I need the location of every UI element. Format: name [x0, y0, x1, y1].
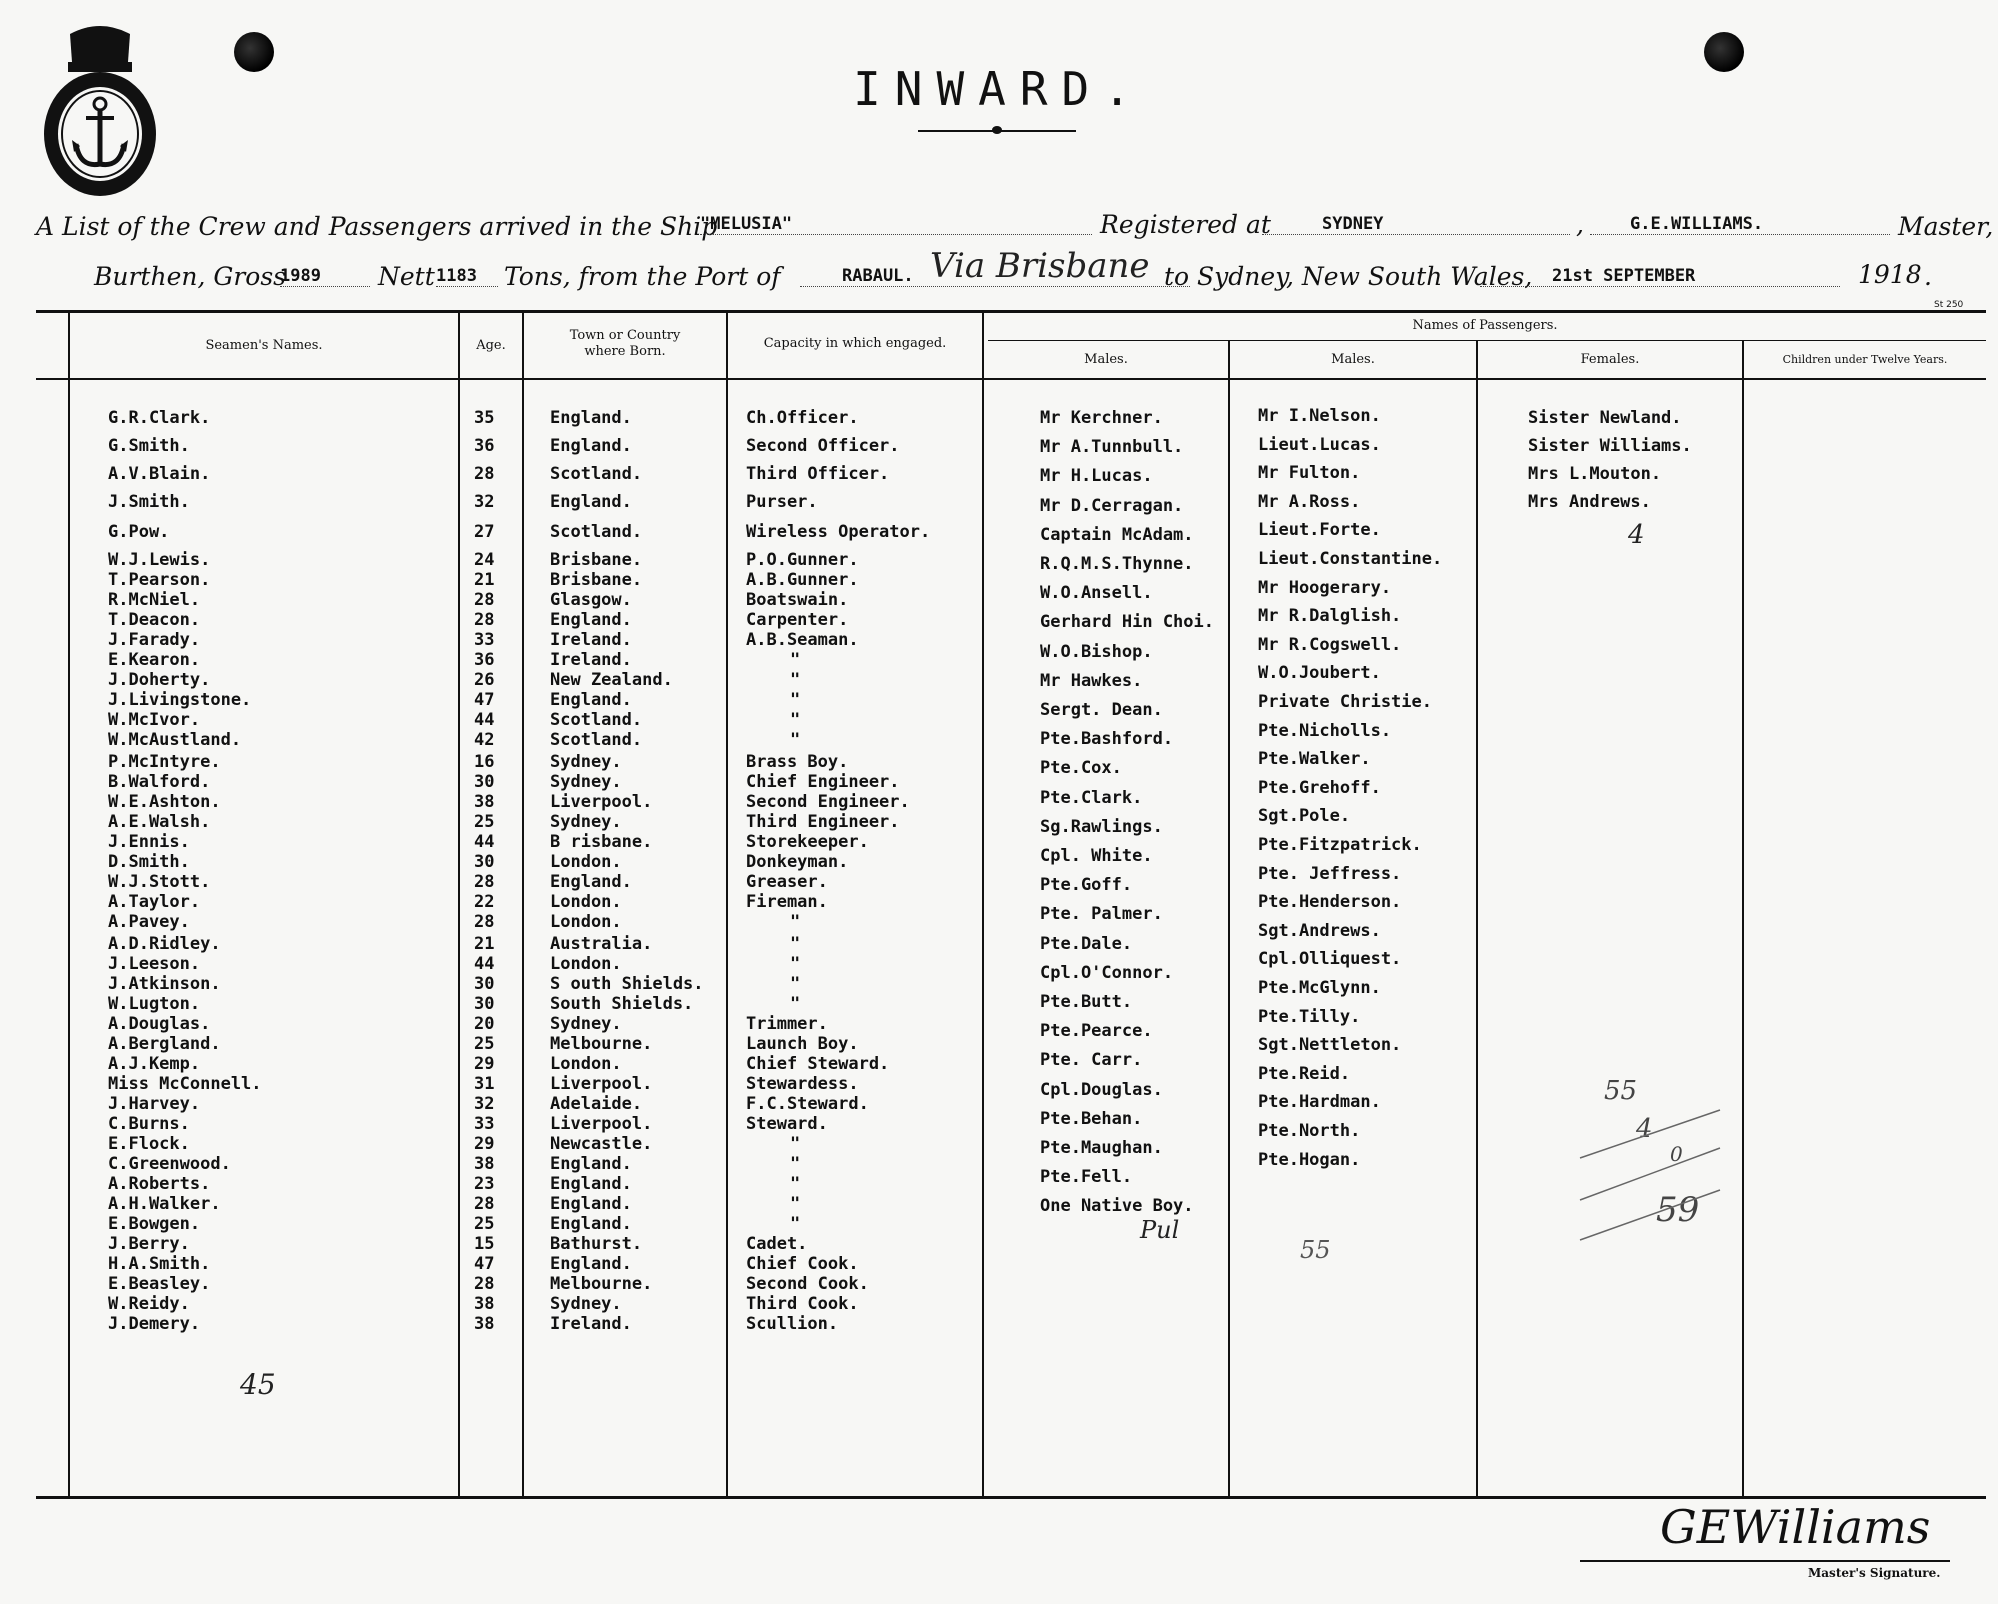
- crew-age: 23: [474, 1174, 495, 1194]
- crew-birthplace: London.: [550, 954, 622, 974]
- male-passenger: Pte.Pearce.: [1040, 1021, 1153, 1042]
- crew-birthplace: Australia.: [550, 934, 653, 954]
- nett-label: Nett: [378, 262, 435, 291]
- crew-name: J.Smith.: [108, 492, 190, 512]
- nett-tons: 1183: [436, 266, 498, 287]
- crew-name: C.Burns.: [108, 1114, 190, 1134]
- male-passenger: Mr Fulton.: [1258, 463, 1361, 484]
- crew-birthplace: Scotland.: [550, 464, 643, 484]
- crew-age: 44: [474, 710, 495, 730]
- male-passenger: Pte.Behan.: [1040, 1108, 1143, 1129]
- crew-birthplace: Sydney.: [550, 812, 622, 832]
- male-passenger: Pte.Fell.: [1040, 1167, 1133, 1188]
- crew-name: W.Reidy.: [108, 1294, 190, 1314]
- male-passenger: Cpl.Douglas.: [1040, 1079, 1163, 1100]
- crew-age: 27: [474, 522, 495, 542]
- crew-age: 31: [474, 1074, 495, 1094]
- male-passenger: Pte. Jeffress.: [1258, 863, 1402, 884]
- crew-birthplace: Glasgow.: [550, 590, 632, 610]
- crew-age: 16: [474, 752, 495, 772]
- female-passenger: Mrs Andrews.: [1528, 492, 1651, 512]
- crew-capacity: Stewardess.: [746, 1074, 859, 1094]
- male-passenger: Pte.Tilly.: [1258, 1006, 1361, 1027]
- crew-age: 15: [474, 1234, 495, 1254]
- male-passenger: Sgt.Pole.: [1258, 806, 1351, 827]
- crew-age: 30: [474, 852, 495, 872]
- male-passenger: Gerhard Hin Choi.: [1040, 612, 1214, 633]
- crew-birthplace: England.: [550, 1254, 632, 1274]
- male-passenger: Pte. Carr.: [1040, 1050, 1143, 1071]
- male-passenger: W.O.Ansell.: [1040, 583, 1153, 604]
- crew-name: T.Deacon.: [108, 610, 201, 630]
- crew-capacity: Second Officer.: [746, 436, 900, 456]
- crew-name: G.Pow.: [108, 522, 170, 542]
- crew-name: W.J.Stott.: [108, 872, 211, 892]
- male-passenger: W.O.Bishop.: [1040, 641, 1153, 662]
- male-passenger: Sgt.Nettleton.: [1258, 1035, 1402, 1056]
- crew-birthplace: London.: [550, 852, 622, 872]
- crew-capacity: Donkeyman.: [746, 852, 849, 872]
- male-passenger: Mr Hawkes.: [1040, 670, 1143, 691]
- crew-age: 28: [474, 464, 495, 484]
- master-name: G.E.WILLIAMS.: [1590, 214, 1890, 235]
- via-brisbane-handwritten: Via Brisbane: [930, 246, 1150, 286]
- male-passenger: Pte.Grehoff.: [1258, 777, 1381, 798]
- crew-name: H.A.Smith.: [108, 1254, 211, 1274]
- crew-birthplace: South Shields.: [550, 994, 694, 1014]
- male-passenger: Private Christie.: [1258, 692, 1432, 712]
- crew-capacity-ditto: ": [790, 974, 801, 994]
- crew-capacity: Chief Cook.: [746, 1254, 859, 1274]
- crew-birthplace: England.: [550, 872, 632, 892]
- ship-name: "MELUSIA": [700, 214, 1092, 235]
- col-header-females: Females.: [1580, 352, 1640, 367]
- crew-age: 36: [474, 650, 495, 670]
- male-passenger: Pte.North.: [1258, 1121, 1361, 1141]
- crew-capacity: Storekeeper.: [746, 832, 869, 852]
- crew-name: J.Farady.: [108, 630, 201, 650]
- crew-capacity: Cadet.: [746, 1234, 808, 1254]
- crew-name: A.E.Walsh.: [108, 812, 211, 832]
- crew-capacity: Purser.: [746, 492, 818, 512]
- crew-birthplace: England.: [550, 436, 632, 456]
- male-passenger: Pte. Palmer.: [1040, 904, 1163, 925]
- crew-name: A.Pavey.: [108, 912, 190, 932]
- male-passenger: Pte.Clark.: [1040, 787, 1143, 808]
- gross-tons: 1989: [280, 266, 370, 287]
- crew-birthplace: London.: [550, 892, 622, 912]
- from-port: RABAUL.: [800, 266, 1190, 287]
- crew-name: W.J.Lewis.: [108, 550, 211, 570]
- registered-label: Registered at: [1100, 210, 1271, 239]
- crew-age: 33: [474, 1114, 495, 1134]
- crew-age: 29: [474, 1134, 495, 1154]
- male-passenger: Mr R.Dalglish.: [1258, 606, 1402, 627]
- male-passenger: Pte.Dale.: [1040, 933, 1133, 954]
- crew-name: A.Douglas.: [108, 1014, 211, 1034]
- col-rule-capacity: [726, 310, 728, 1496]
- header-line1-prefix: A List of the Crew and Passengers arrived in the Ship: [36, 212, 718, 241]
- crew-age: 28: [474, 1274, 495, 1294]
- col-header-age: Age.: [476, 338, 506, 353]
- male-passenger: Lieut.Lucas.: [1258, 434, 1381, 455]
- female-passenger: Sister Newland.: [1528, 408, 1682, 428]
- male-passenger: Pte.Reid.: [1258, 1063, 1351, 1084]
- crew-capacity-ditto: ": [790, 690, 801, 710]
- crew-birthplace: Liverpool.: [550, 1074, 653, 1094]
- crew-capacity: Third Engineer.: [746, 812, 900, 832]
- crew-capacity: F.C.Steward.: [746, 1094, 869, 1114]
- male-passenger: Mr A.Ross.: [1258, 491, 1361, 512]
- tally-55: 55: [1604, 1076, 1638, 1106]
- crew-capacity-ditto: ": [790, 650, 801, 670]
- crew-capacity-ditto: ": [790, 1134, 801, 1154]
- crew-age: 25: [474, 812, 495, 832]
- crew-name: A.Roberts.: [108, 1174, 211, 1194]
- male-passenger: Lieut.Forte.: [1258, 520, 1381, 541]
- male-passenger: Pte.Butt.: [1040, 992, 1133, 1012]
- crew-age: 29: [474, 1054, 495, 1074]
- crew-name: J.Ennis.: [108, 832, 190, 852]
- crew-name: G.R.Clark.: [108, 408, 211, 428]
- crew-birthplace: England.: [550, 408, 632, 428]
- crew-birthplace: England.: [550, 492, 632, 512]
- crew-birthplace: Melbourne.: [550, 1274, 653, 1294]
- crew-capacity: Boatswain.: [746, 590, 849, 610]
- crew-capacity: Second Engineer.: [746, 792, 910, 812]
- crew-age: 26: [474, 670, 495, 690]
- male-passenger: Mr Hoogerary.: [1258, 577, 1392, 598]
- crew-capacity-ditto: ": [790, 912, 801, 932]
- crew-capacity-ditto: ": [790, 1154, 801, 1174]
- burthen-label: Burthen, Gross: [94, 262, 286, 291]
- crew-count-annotation: 45: [240, 1368, 276, 1401]
- male-passenger: Mr H.Lucas.: [1040, 466, 1153, 487]
- crew-name: D.Smith.: [108, 852, 190, 872]
- native-boy-note: Pul: [1140, 1216, 1180, 1244]
- male-passenger: Pte.Bashford.: [1040, 729, 1174, 750]
- crew-capacity: Chief Engineer.: [746, 772, 900, 792]
- crew-name: A.D.Ridley.: [108, 934, 221, 954]
- crew-birthplace: Scotland.: [550, 522, 643, 542]
- crew-birthplace: Melbourne.: [550, 1034, 653, 1054]
- male-passenger: Pte.Goff.: [1040, 875, 1133, 896]
- male-passenger: Pte.Hardman.: [1258, 1092, 1381, 1113]
- crew-name: E.Beasley.: [108, 1274, 211, 1294]
- crew-name: B.Walford.: [108, 772, 211, 792]
- col-rule-age: [458, 310, 460, 1496]
- port-registered: SYDNEY: [1262, 214, 1570, 235]
- col-header-males-2: Males.: [1331, 352, 1375, 367]
- crew-capacity: P.O.Gunner.: [746, 550, 859, 570]
- master-signature: GEWilliams: [1660, 1500, 1931, 1554]
- crew-capacity: Steward.: [746, 1114, 828, 1134]
- header-bottom-rule: [36, 378, 1986, 380]
- crew-birthplace: Brisbane.: [550, 550, 643, 570]
- crew-name: C.Greenwood.: [108, 1154, 231, 1174]
- crew-capacity: Third Officer.: [746, 464, 890, 484]
- crew-name: G.Smith.: [108, 436, 190, 456]
- crew-name: J.Demery.: [108, 1314, 201, 1334]
- crew-age: 38: [474, 1154, 495, 1174]
- crew-birthplace: Ireland.: [550, 1314, 632, 1334]
- document-title: INWARD.: [853, 62, 1145, 116]
- crew-capacity-ditto: ": [790, 994, 801, 1014]
- col-header-names: Seamen's Names.: [205, 338, 323, 353]
- male-passenger: Mr R.Cogswell.: [1258, 634, 1402, 655]
- crew-capacity: Brass Boy.: [746, 752, 849, 772]
- crew-capacity-ditto: ": [790, 670, 801, 690]
- crew-birthplace: S outh Shields.: [550, 974, 704, 994]
- crew-birthplace: England.: [550, 1194, 632, 1214]
- crew-age: 28: [474, 610, 495, 630]
- arrival-date: 21st SEPTEMBER: [1480, 266, 1840, 287]
- male-passenger: Pte.Fitzpatrick.: [1258, 835, 1422, 855]
- crew-birthplace: Sydney.: [550, 1014, 622, 1034]
- crew-capacity-ditto: ": [790, 710, 801, 730]
- crew-birthplace: Liverpool.: [550, 792, 653, 812]
- col-rule-males2: [1228, 340, 1230, 1496]
- crew-name: A.Taylor.: [108, 892, 201, 912]
- crew-birthplace: Bathurst.: [550, 1234, 643, 1254]
- tally-0: 0: [1670, 1142, 1683, 1166]
- crew-age: 22: [474, 892, 495, 912]
- tally-strokes: [1570, 1100, 1730, 1250]
- crew-birthplace: England.: [550, 1214, 632, 1234]
- male-passenger: W.O.Joubert.: [1258, 663, 1381, 684]
- crew-name: J.Doherty.: [108, 670, 211, 690]
- crew-name: A.V.Blain.: [108, 464, 211, 484]
- crew-age: 42: [474, 730, 495, 750]
- col-rule-males1: [982, 310, 984, 1496]
- crew-age: 38: [474, 1294, 495, 1314]
- crew-name: A.Bergland.: [108, 1034, 221, 1054]
- crew-age: 20: [474, 1014, 495, 1034]
- crew-capacity-ditto: ": [790, 1194, 801, 1214]
- crew-capacity: Wireless Operator.: [746, 522, 931, 542]
- crew-capacity-ditto: ": [790, 730, 801, 750]
- crew-capacity: Third Cook.: [746, 1294, 859, 1314]
- crew-capacity-ditto: ": [790, 1174, 801, 1194]
- male-passenger: One Native Boy.: [1040, 1196, 1194, 1217]
- male-passenger: Sergt. Dean.: [1040, 700, 1163, 720]
- male-passenger: Lieut.Constantine.: [1258, 549, 1443, 569]
- male-passenger: Pte.Nicholls.: [1258, 720, 1392, 741]
- col-header-town-2: where Born.: [584, 344, 666, 359]
- passengers-subrule: [988, 340, 1986, 341]
- crew-name: J.Atkinson.: [108, 974, 221, 994]
- male-passenger: Pte.Maughan.: [1040, 1138, 1163, 1158]
- crew-age: 28: [474, 872, 495, 892]
- male-passenger: Cpl. White.: [1040, 846, 1153, 866]
- crew-birthplace: Ireland.: [550, 630, 632, 650]
- col-rule-names-left: [68, 310, 70, 1496]
- crew-name: W.Lugton.: [108, 994, 201, 1014]
- crew-birthplace: Sydney.: [550, 1294, 622, 1314]
- crew-age: 33: [474, 630, 495, 650]
- crew-name: J.Harvey.: [108, 1094, 201, 1114]
- crew-capacity: A.B.Gunner.: [746, 570, 859, 590]
- crew-name: W.McIvor.: [108, 710, 201, 730]
- crew-name: A.J.Kemp.: [108, 1054, 201, 1074]
- male-passenger: Mr A.Tunnbull.: [1040, 437, 1184, 458]
- crew-name: Miss McConnell.: [108, 1074, 262, 1094]
- crew-age: 28: [474, 590, 495, 610]
- crew-birthplace: Scotland.: [550, 710, 643, 730]
- crew-name: W.E.Ashton.: [108, 792, 221, 812]
- crew-capacity-ditto: ": [790, 1214, 801, 1234]
- crew-birthplace: England.: [550, 690, 632, 710]
- crew-capacity: Trimmer.: [746, 1014, 828, 1034]
- male-passenger: Sgt.Andrews.: [1258, 920, 1381, 941]
- crew-capacity: A.B.Seaman.: [746, 630, 859, 650]
- crew-name: P.McIntyre.: [108, 752, 221, 772]
- title-ornament: [992, 126, 1002, 134]
- male-passenger: Sg.Rawlings.: [1040, 816, 1163, 837]
- male-passenger: Mr Kerchner.: [1040, 408, 1163, 428]
- col-header-capacity: Capacity in which engaged.: [763, 336, 947, 351]
- col-rule-females: [1476, 340, 1478, 1496]
- crew-birthplace: Ireland.: [550, 650, 632, 670]
- col-header-town-1: Town or Country: [569, 328, 681, 343]
- crew-age: 30: [474, 994, 495, 1014]
- female-passenger: Mrs L.Mouton.: [1528, 464, 1662, 484]
- tons-label: Tons, from the Port of: [504, 262, 781, 291]
- crew-capacity-ditto: ": [790, 934, 801, 954]
- crew-birthplace: Brisbane.: [550, 570, 643, 590]
- col-rule-children: [1742, 340, 1744, 1496]
- male-passenger: Cpl.Olliquest.: [1258, 949, 1402, 970]
- crew-age: 47: [474, 690, 495, 710]
- crew-age: 21: [474, 934, 495, 954]
- crew-capacity: Chief Steward.: [746, 1054, 890, 1074]
- crew-birthplace: England.: [550, 1154, 632, 1174]
- crew-birthplace: Sydney.: [550, 752, 622, 772]
- crew-age: 36: [474, 436, 495, 456]
- crew-name: J.Berry.: [108, 1234, 190, 1254]
- tally-59: 59: [1656, 1190, 1700, 1230]
- crew-capacity: Fireman.: [746, 892, 828, 912]
- crew-age: 28: [474, 912, 495, 932]
- crew-birthplace: Sydney.: [550, 772, 622, 792]
- crew-birthplace: London.: [550, 1054, 622, 1074]
- male-passenger: Pte.McGlynn.: [1258, 978, 1381, 998]
- crew-capacity: Second Cook.: [746, 1274, 869, 1294]
- crew-birthplace: Adelaide.: [550, 1094, 643, 1114]
- year: 1918: [1858, 260, 1922, 289]
- table-top-rule: [36, 310, 1986, 313]
- male-passenger: Captain McAdam.: [1040, 524, 1194, 545]
- crew-age: 44: [474, 832, 495, 852]
- crew-name: E.Bowgen.: [108, 1214, 201, 1234]
- males-count-annotation: 55: [1300, 1236, 1331, 1264]
- crew-age: 32: [474, 1094, 495, 1114]
- crew-capacity: Greaser.: [746, 872, 828, 892]
- male-passenger: Pte.Cox.: [1040, 758, 1122, 779]
- crew-name: W.McAustland.: [108, 730, 242, 750]
- crew-birthplace: New Zealand.: [550, 670, 673, 690]
- form-code: St 250: [1934, 300, 1964, 310]
- crew-birthplace: England.: [550, 610, 632, 630]
- signature-line: [1580, 1560, 1950, 1562]
- crew-capacity: Ch.Officer.: [746, 408, 859, 428]
- females-count-annotation: 4: [1628, 520, 1645, 550]
- male-passenger: Pte.Henderson.: [1258, 892, 1402, 913]
- male-passenger: Pte.Hogan.: [1258, 1149, 1361, 1170]
- crew-age: 21: [474, 570, 495, 590]
- male-passenger: Cpl.O'Connor.: [1040, 962, 1174, 983]
- col-rule-town: [522, 310, 524, 1496]
- crew-name: J.Livingstone.: [108, 690, 252, 710]
- crew-age: 24: [474, 550, 495, 570]
- crew-age: 44: [474, 954, 495, 974]
- col-header-males-1: Males.: [1084, 352, 1128, 367]
- crew-age: 30: [474, 772, 495, 792]
- master-label: Master,: [1898, 212, 1994, 241]
- to-sydney-label: to Sydney, New South Wales,: [1164, 262, 1533, 291]
- crew-age: 35: [474, 408, 495, 428]
- crew-capacity: Scullion.: [746, 1314, 839, 1334]
- male-passenger: Mr D.Cerragan.: [1040, 495, 1184, 516]
- crew-capacity-ditto: ": [790, 954, 801, 974]
- crew-name: E.Kearon.: [108, 650, 201, 670]
- signature-label: Master's Signature.: [1808, 1566, 1941, 1580]
- male-passenger: R.Q.M.S.Thynne.: [1040, 554, 1194, 574]
- male-passenger: Mr I.Nelson.: [1258, 406, 1381, 426]
- crew-age: 28: [474, 1194, 495, 1214]
- crew-age: 38: [474, 1314, 495, 1334]
- crew-age: 38: [474, 792, 495, 812]
- crew-age: 32: [474, 492, 495, 512]
- crew-birthplace: Scotland.: [550, 730, 643, 750]
- crew-name: T.Pearson.: [108, 570, 211, 590]
- crew-name: A.H.Walker.: [108, 1194, 221, 1214]
- crew-age: 47: [474, 1254, 495, 1274]
- crew-birthplace: London.: [550, 912, 622, 932]
- table-bottom-rule: [36, 1496, 1986, 1499]
- crew-name: J.Leeson.: [108, 954, 201, 974]
- crew-birthplace: Liverpool.: [550, 1114, 653, 1134]
- tally-4: 4: [1636, 1114, 1653, 1144]
- crew-birthplace: England.: [550, 1174, 632, 1194]
- crew-age: 25: [474, 1034, 495, 1054]
- col-header-children: Children under Twelve Years.: [1782, 353, 1948, 366]
- crew-capacity: Carpenter.: [746, 610, 849, 630]
- crew-name: R.McNiel.: [108, 590, 201, 610]
- crew-capacity: Launch Boy.: [746, 1034, 859, 1054]
- crew-birthplace: B risbane.: [550, 832, 653, 852]
- female-passenger: Sister Williams.: [1528, 436, 1692, 456]
- crew-name: E.Flock.: [108, 1134, 190, 1154]
- crew-birthplace: Newcastle.: [550, 1134, 653, 1154]
- crew-age: 25: [474, 1214, 495, 1234]
- crew-age: 30: [474, 974, 495, 994]
- male-passenger: Pte.Walker.: [1258, 749, 1371, 770]
- col-header-passengers: Names of Passengers.: [1412, 318, 1558, 333]
